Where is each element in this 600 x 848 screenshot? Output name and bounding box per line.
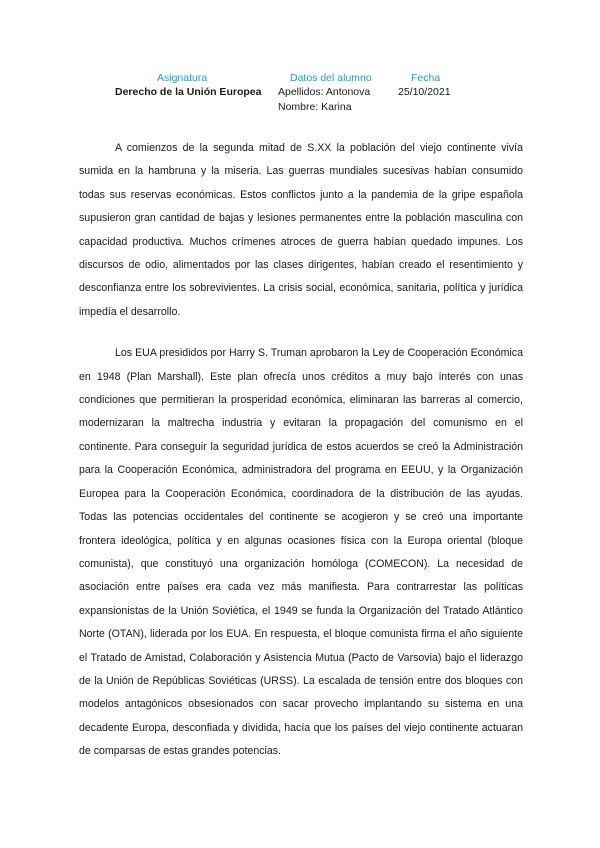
paragraph: A comienzos de la segunda mitad de S.XX la población del viejo continente vivía sumida en la hambruna y la miseria. Las guerras mundiales sucesivas habían consumido todas sus reservas económicas. Estos conflictos junto a la pandemia de la gripe española supusieron gran cantidad de bajas y lesiones permanentes entre la población masculina con capacidad productiva. Muchos crímenes atroces de guerra habían quedado impunes. Los discursos de odio, alimentados por las clases dirigentes, habían creado el resentimiento y desconfianza entre los sobrevivientes. La crisis social, económica, sanitaria, política y jurídica impedía el desarrollo. — [79, 142, 523, 318]
student-surname: Apellidos: Antonova — [278, 86, 371, 98]
subject-value: Derecho de la Unión Europea — [115, 86, 262, 98]
date-label: Fecha — [411, 72, 441, 84]
subject-label: Asignatura — [157, 72, 208, 84]
student-label: Datos del alumno — [290, 72, 372, 84]
body-text — [79, 137, 523, 764]
date-value: 25/10/2021 — [398, 86, 451, 98]
student-name: Nombre: Karina — [278, 101, 352, 113]
paragraph: Los EUA presididos por Harry S. Truman aprobaron la Ley de Cooperación Económica en 1948 (Plan Marshall). Este plan ofrecía unos créditos a muy bajo interés con unas condiciones que permitieran la prosperidad económica, eliminaran las barreras al comercio, modernizaran la maltrecha industria y evitaran la propagación del comunismo en el continente. Para conseguir la seguridad jurídica de estos acuerdos se creó la Administración para la Cooperación Económica, administradora del programa en EEUU, y la Organización Europea para la Cooperación Económica, coordinadora de la distribución de las ayudas. Todas las potencias occidentales del continente se acogieron y se creó una importante frontera ideológica, política y en algunas ocasiones física con la Europa oriental (bloque comunista), que constituyó una organización homóloga (COMECON). La necesidad de asociación entre países era cada vez más manifiesta. Para contrarrestar las políticas expansionistas de la Unión Soviética, el 1949 se funda la Organización del Tratado Atlántico Norte (OTAN), liderada por los EUA. En respuesta, el bloque comunista firma el año siguiente el Tratado de Amistad, Colaboración y Asistencia Mutua (Pacto de Varsovia) bajo el liderazgo de la Unión de Repúblicas Soviéticas (URSS). La escalada de tensión entre dos bloques con modelos antagónicos obsesionados con sacar provecho implantando su sistema en una decadente Europa, desconfiada y dividida, hacía que los países del viejo continente actuaran de comparsas de estas grandes potencias. — [79, 347, 523, 758]
